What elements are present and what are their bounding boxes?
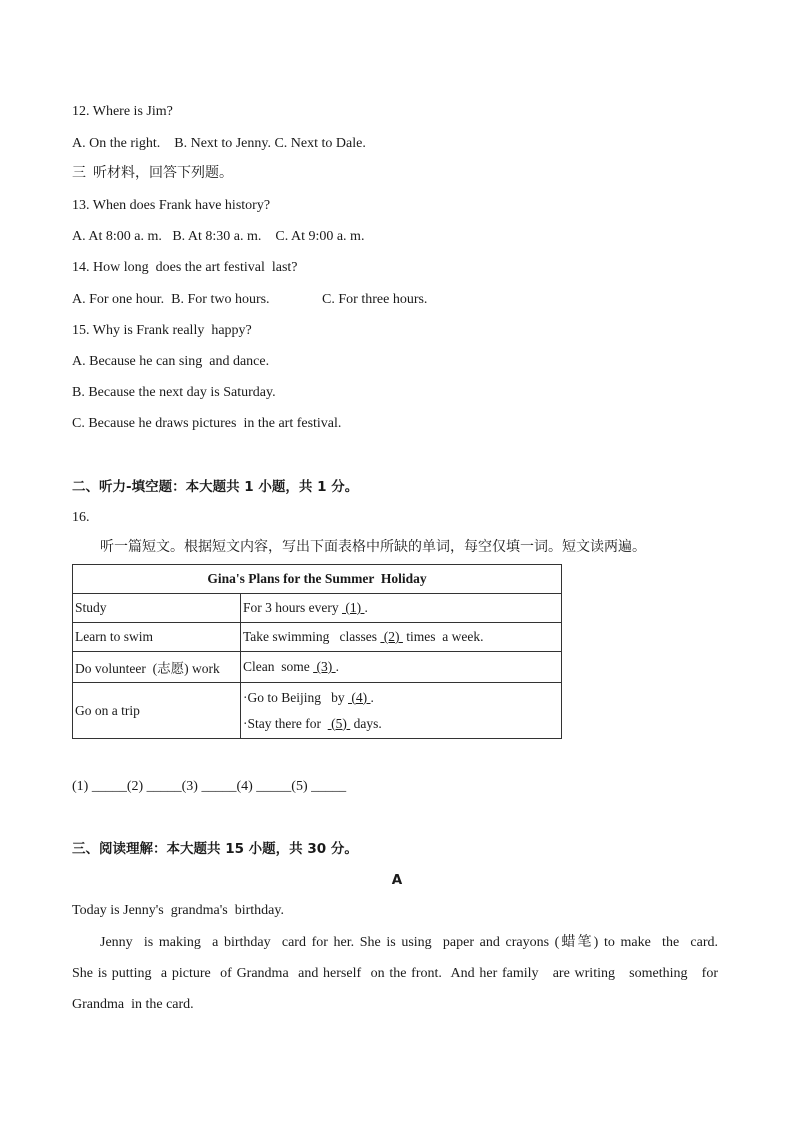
q14-options: A. For one hour. B. For two hours. C. For three hours. [72,292,428,307]
passage-paragraph-2-line-3: Grandma in the card. [72,997,194,1012]
table-title: Gina's Plans for the Summer Holiday [73,565,562,594]
blank-4: (4) [348,689,371,705]
q15-option-c: C. Because he draws pictures in the art festival. [72,416,342,431]
plans-table [72,564,562,739]
table-cell-activity: Study [73,594,241,623]
q15-option-a: A. Because he can sing and dance. [72,354,270,369]
q12-question: 12. Where is Jim? [72,104,173,119]
table-cell-plan: Take swimming classes (2) times a week. [241,623,562,652]
table-row [73,652,562,683]
passage-paragraph-2-line-1: Jenny is making a birthday card for her. She is using paper and crayons (蜡笔) to make the card. [100,935,718,950]
table-row [73,683,562,739]
q16-instruction: 听一篇短文。根据短文内容，写出下面表格中所缺的单词，每空仅填一词。短文读两遍。 [100,540,646,555]
q15-option-b: B. Because the next day is Saturday. [72,385,276,400]
q13-options: A. At 8:00 a. m. B. At 8:30 a. m. C. At 9:00 a. m. [72,229,365,244]
table-cell-plan: For 3 hours every (1) . [241,594,562,623]
passage-paragraph-1: Today is Jenny's grandma's birthday. [72,903,284,918]
section3-listen-heading: 三 听材料，回答下列题。 [72,166,233,181]
table-cell-activity: Learn to swim [73,623,241,652]
passage-label: A [391,872,403,888]
table-row [73,594,562,623]
blank-2: (2) [380,629,403,644]
table-cell-plan: ·Go to Beijing by (4) . ·Stay there for (5) days. [241,683,562,739]
answer-blanks-line: (1) _____(2) _____(3) _____(4) _____(5) _____ [72,779,347,794]
blank-5: (5) [327,715,351,731]
passage-paragraph-2-line-2: She is putting a picture of Grandma and herself on the front. And her family are writing something for [72,966,718,981]
table-cell-activity: Go on a trip [73,683,241,739]
q12-options: A. On the right. B. Next to Jenny. C. Next to Dale. [72,136,366,151]
part2-heading: 二、听力-填空题：本大题共 1 小题，共 1 分。 [72,479,359,495]
q16-number: 16. [72,510,90,525]
table-row [73,623,562,652]
blank-3: (3) [313,659,336,674]
part3-heading: 三、阅读理解：本大题共 15 小题，共 30 分。 [72,841,358,857]
q15-question: 15. Why is Frank really happy? [72,323,252,338]
q13-question: 13. When does Frank have history? [72,198,271,213]
table-cell-activity: Do volunteer (志愿) work [73,652,241,683]
table-cell-plan: Clean some (3) . [241,652,562,683]
blank-1: (1) [341,600,365,615]
q14-question: 14. How long does the art festival last? [72,260,298,275]
